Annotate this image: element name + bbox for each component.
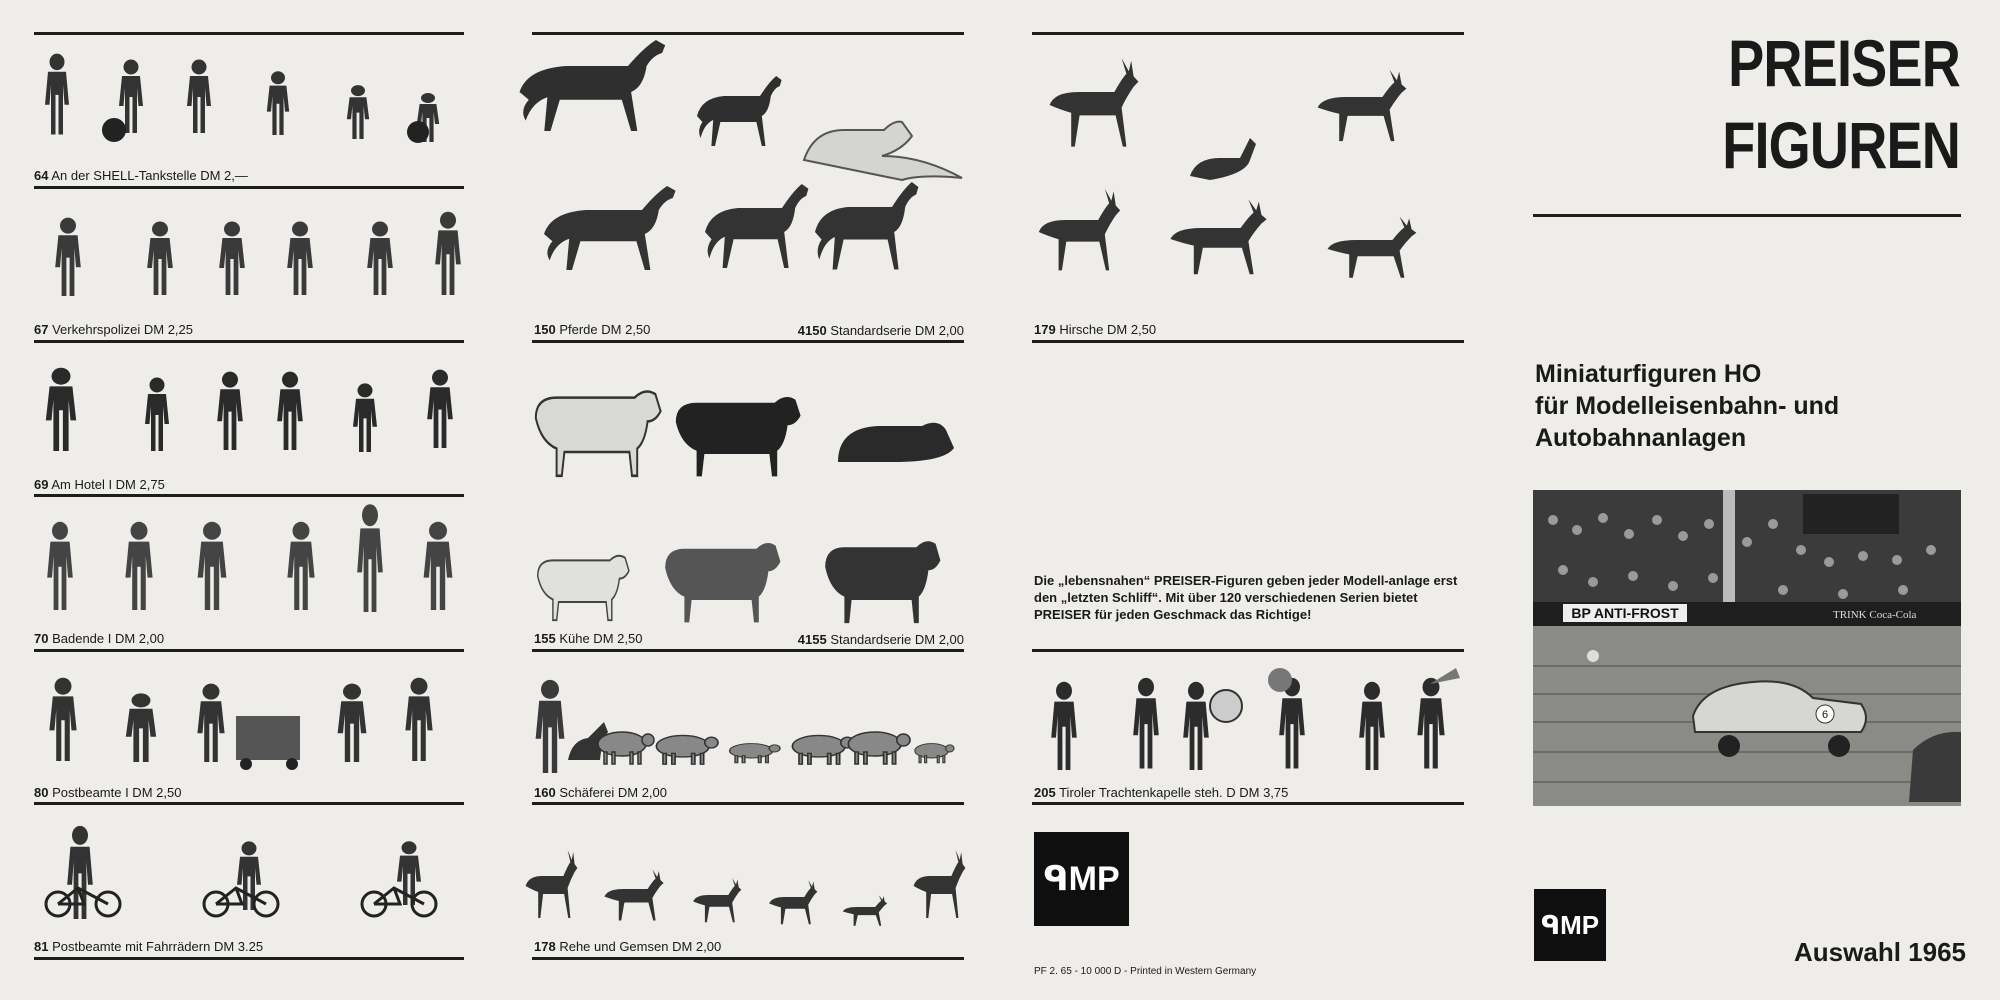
rule-178 [532, 957, 964, 960]
stag-figures [1030, 36, 1470, 316]
caption-155: 155 Kühe DM 2,50 [534, 631, 643, 646]
shepherd-figures [528, 674, 988, 774]
col3-top-rule [1032, 32, 1464, 35]
caption-150: 150 Pferde DM 2,50 [534, 322, 651, 337]
description-text: Die „lebensnahen“ PREISER-Figuren geben jeder Modell-anlage erst den „letzten Schliff“. Mit über 120 verschiedenen Serien bietet PREISER für jeden Geschmack das Richtige! [1034, 573, 1458, 622]
caption-179: 179 Hirsche DM 2,50 [1034, 322, 1157, 337]
caption-67: 67 Verkehrspolizei DM 2,25 [34, 322, 193, 337]
rule-81 [34, 957, 464, 960]
postal-bicycles-figures [34, 824, 464, 930]
rule-70 [34, 649, 464, 652]
caption-69: 69 Am Hotel I DM 2,75 [34, 477, 165, 492]
caption-178: 178 Rehe und Gemsen DM 2,00 [534, 939, 722, 954]
pmp-logo-large: ᑫMP [1034, 832, 1129, 926]
subtitle: Miniaturfiguren HO für Modelleisenbahn- und Autobahnanlagen [1535, 360, 1840, 452]
roe-chamois-figures [520, 846, 990, 930]
pmp-logo-small: ᑫMP [1534, 889, 1606, 961]
col2-top-rule [532, 32, 964, 35]
rule-150 [532, 340, 964, 343]
cows-large-figures [528, 380, 988, 480]
caption-160: 160 Schäferei DM 2,00 [534, 785, 667, 800]
rule-blurb [1032, 649, 1464, 652]
rule-155 [532, 649, 964, 652]
horses-figures [504, 36, 984, 316]
rule-160 [532, 802, 964, 805]
rule-80 [34, 802, 464, 805]
caption-4155: 4155 Standardserie DM 2,00 [797, 632, 964, 647]
caption-64: 64 An der SHELL-Tankstelle DM 2,— [34, 168, 248, 183]
rule-64 [34, 186, 464, 189]
rule-205 [1032, 802, 1464, 805]
shell-station-figures [34, 52, 464, 162]
tyrolean-band-figures [1030, 660, 1470, 780]
col1-top-rule [34, 32, 464, 35]
caption-81: 81 Postbeamte mit Fahrrädern DM 3.25 [34, 939, 264, 954]
rule-179 [1032, 340, 1464, 343]
brand-title: PREISER FIGUREN [1722, 26, 1960, 182]
postal-workers-figures [34, 672, 464, 778]
print-note: PF 2. 65 - 10 000 D - Printed in Western Germany [1034, 966, 1257, 977]
car-number: 6 [1821, 709, 1829, 721]
race-track-photo [1533, 490, 1961, 806]
caption-4150: 4150 Standardserie DM 2,00 [797, 323, 964, 338]
caption-70: 70 Badende I DM 2,00 [34, 631, 165, 646]
banner-text: BP ANTI-FROST [1571, 605, 1679, 621]
title-rule [1533, 214, 1961, 217]
bathers-figures [34, 500, 464, 630]
traffic-police-figures [34, 206, 464, 312]
caption-205: 205 Tiroler Trachtenkapelle steh. D DM 3,75 [1034, 785, 1289, 800]
hotel-figures [34, 362, 464, 468]
caption-80: 80 Postbeamte I DM 2,50 [34, 785, 182, 800]
rule-69 [34, 494, 464, 497]
cows-figures [528, 530, 988, 630]
rule-67 [34, 340, 464, 343]
edition-label: Auswahl 1965 [1794, 937, 1966, 967]
sign-text: TRINK Coca-Cola [1833, 609, 1917, 621]
